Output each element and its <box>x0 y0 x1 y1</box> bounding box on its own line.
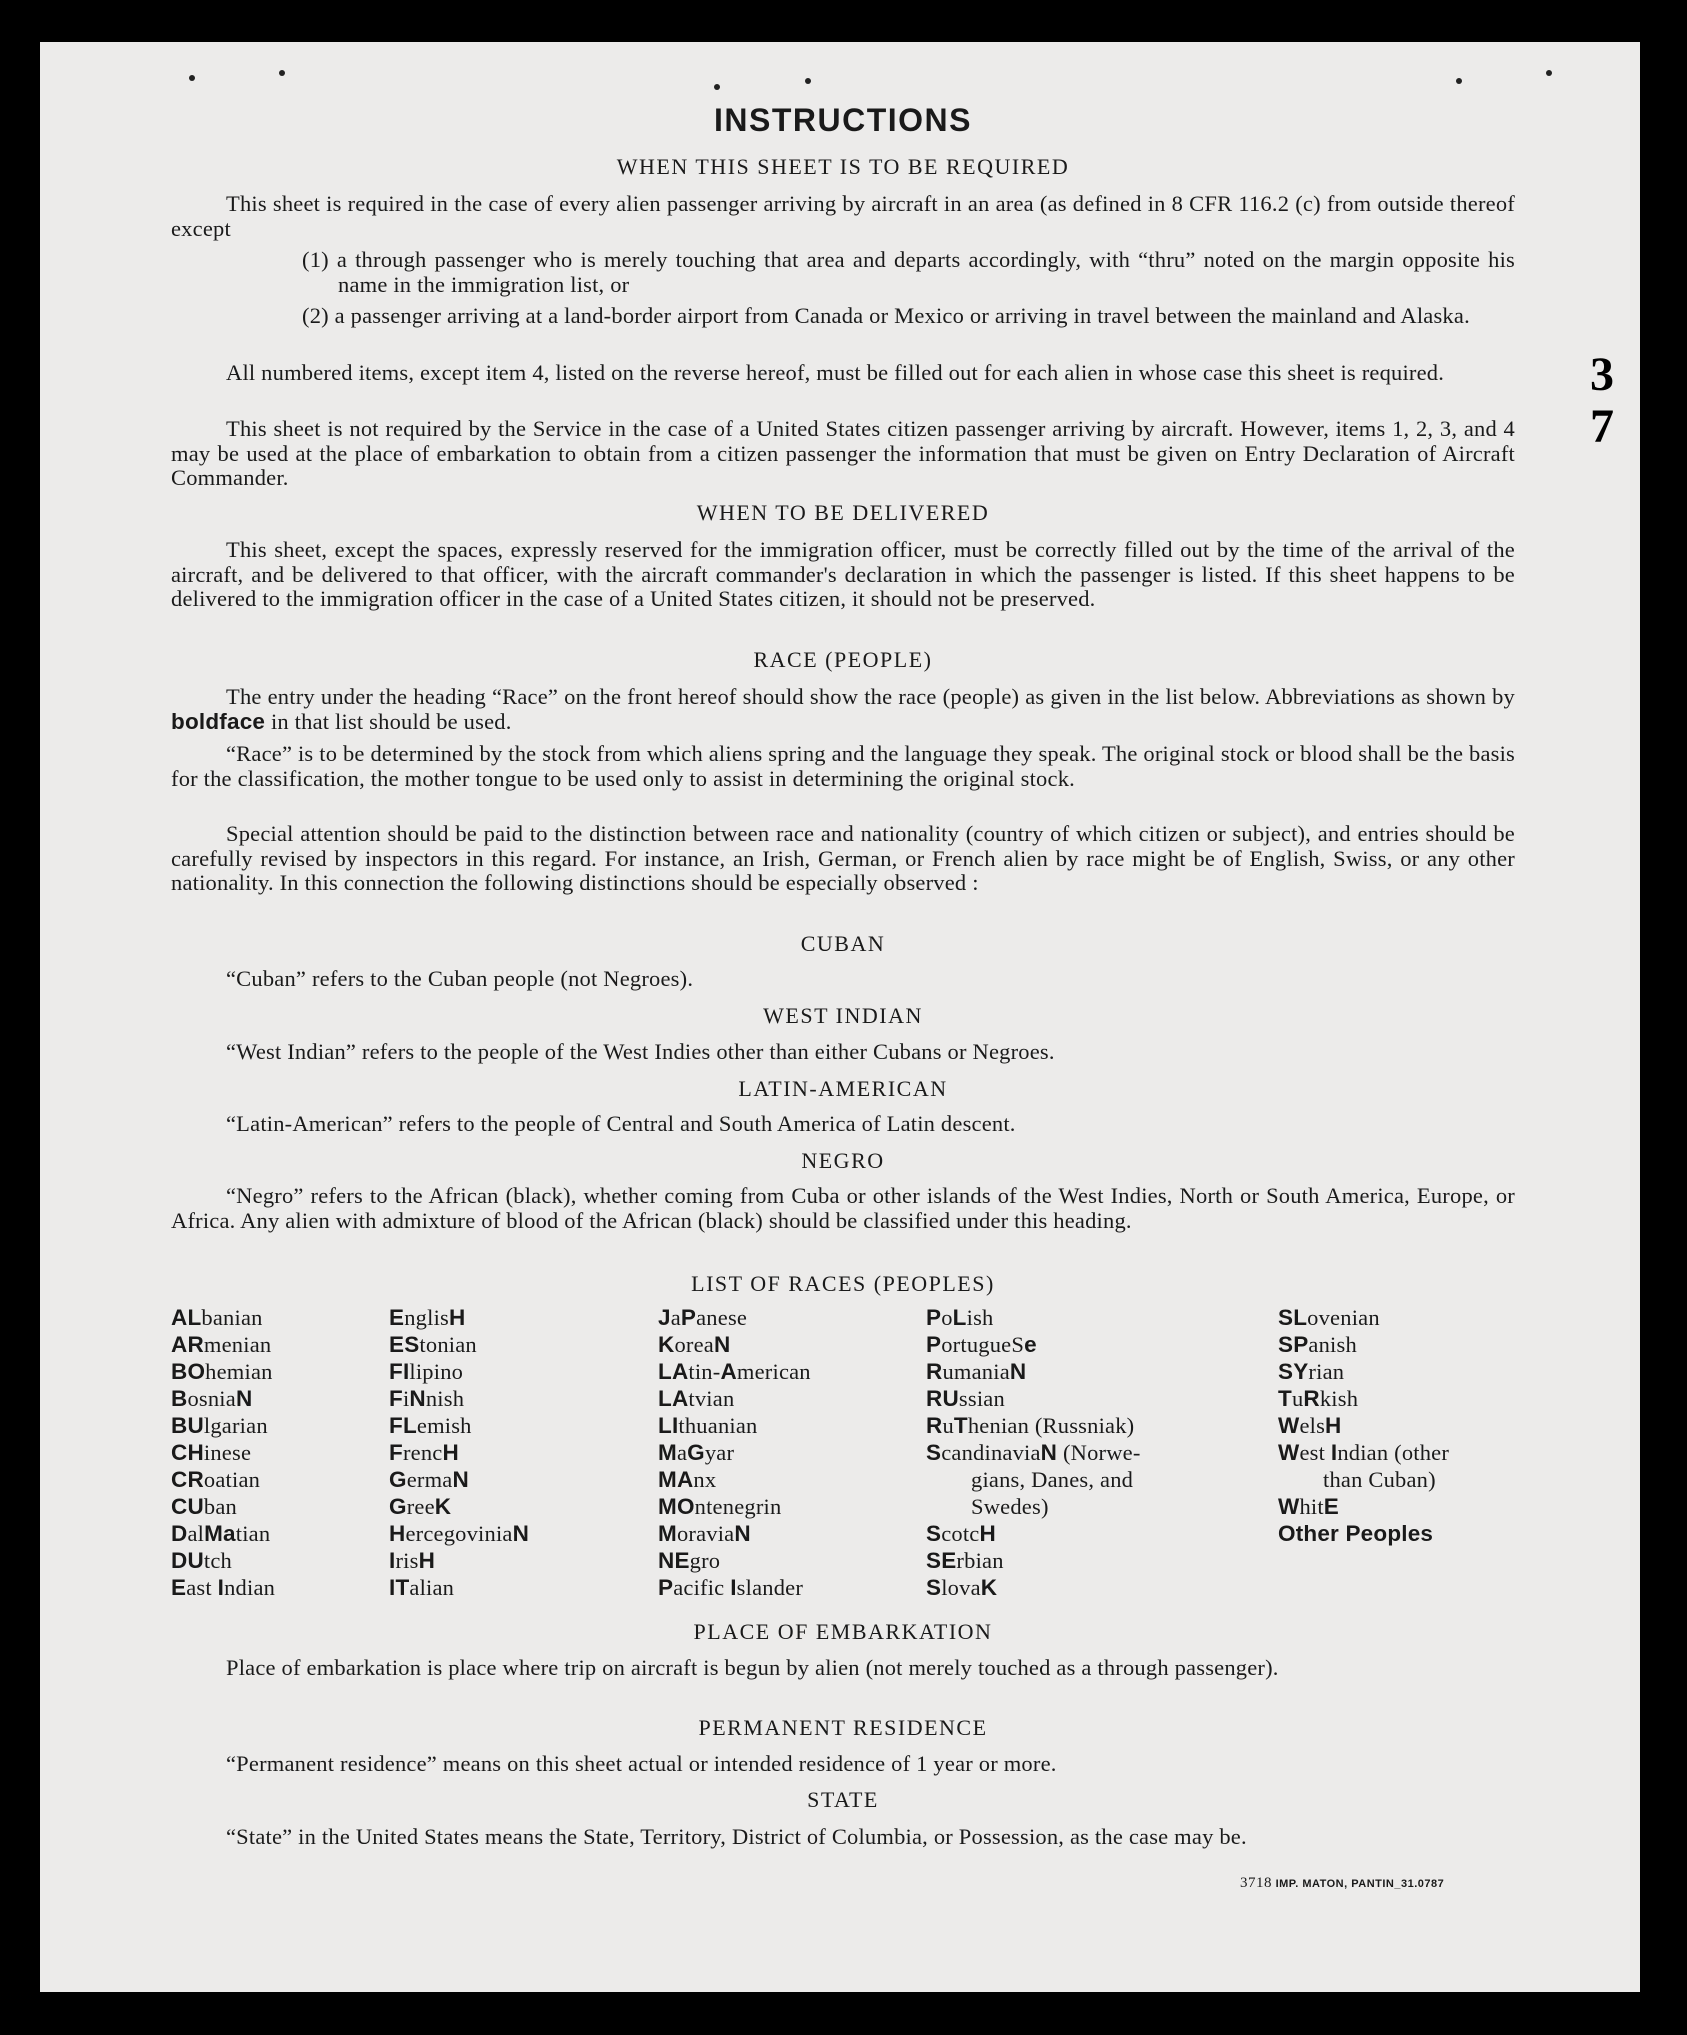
handwritten-mark: 3 <box>1590 348 1614 401</box>
punch-dot <box>714 84 720 90</box>
race-entry: MOntenegrin <box>658 1494 782 1519</box>
heading-when-delivered: WHEN TO BE DELIVERED <box>696 500 990 525</box>
race-entry: CUban <box>171 1494 237 1519</box>
race-entry: KoreaN <box>658 1332 731 1357</box>
race-entry: ARmenian <box>171 1332 272 1357</box>
race-entry: DUtch <box>171 1548 232 1573</box>
race-entry: FIlipino <box>389 1359 464 1384</box>
race-entry: RUssian <box>926 1386 1005 1411</box>
para-race-3: Special attention should be paid to the distinction between race and nationality (country of which citizen or subject), and entries should be carefully revised by inspectors in this regard. For instance, an Irish, German, or French alien by race might be of English, Swiss, or any other nationality. In this connection the following distinctions should be especially observed : <box>171 821 1515 895</box>
para-when-required-3: This sheet is not required by the Service in the case of a United States citizen passenger arriving by aircraft. However, items 1, 2, 3, and 4 may be used at the place of embarkation to obtain from a citizen passenger the information that must be given on Entry Declaration of Aircraft Commander. <box>171 416 1515 490</box>
punch-dot <box>805 78 811 84</box>
race-entry: CRoatian <box>171 1467 261 1492</box>
race-entry: SYrian <box>1278 1359 1345 1384</box>
race-entry: JaPanese <box>658 1305 748 1330</box>
form-number: 3718 <box>1240 1875 1272 1891</box>
race-entry: HercegoviniaN <box>389 1521 530 1546</box>
race-entry: WelsH <box>1278 1413 1342 1438</box>
punch-dot <box>1456 78 1462 84</box>
race-column-4 <box>926 1304 1141 1601</box>
race-entry: SErbian <box>926 1548 1004 1573</box>
para-west-indian: “West Indian” refers to the people of the West Indies other than either Cubans or Negroes. <box>226 1039 1055 1064</box>
race-entry: ITalian <box>389 1575 455 1600</box>
heading-embarkation: PLACE OF EMBARKATION <box>693 1619 993 1644</box>
para-when-required-1: This sheet is required in the case of every alien passenger arriving by aircraft in an area (as defined in 8 CFR 116.2 (c) from outside thereof except <box>171 191 1515 241</box>
race-entry: FrencH <box>389 1440 459 1465</box>
race-entry: EnglisH <box>389 1305 466 1330</box>
race-entry: than Cuban) <box>1323 1467 1436 1492</box>
race-entry: BUlgarian <box>171 1413 268 1438</box>
race-entry: BosniaN <box>171 1386 253 1411</box>
race-entry: FLemish <box>389 1413 472 1438</box>
race-text-b: in that list should be used. <box>270 708 512 734</box>
race-entry: SPanish <box>1278 1332 1357 1357</box>
race-column-5 <box>1278 1304 1449 1547</box>
race-entry: FiNnish <box>389 1386 465 1411</box>
heading-when-required: WHEN THIS SHEET IS TO BE REQUIRED <box>616 154 1070 179</box>
race-entry: LAtvian <box>658 1386 735 1411</box>
punch-dot <box>189 75 195 81</box>
para-cuban: “Cuban” refers to the Cuban people (not Negroes). <box>226 966 694 991</box>
race-column-1 <box>171 1304 275 1601</box>
race-entry: SLovenian <box>1278 1305 1380 1330</box>
handwritten-mark: 7 <box>1590 400 1614 453</box>
race-entry: GermaN <box>389 1467 469 1492</box>
race-text-a: The entry under the heading “Race” on the front hereof should show the race (people) as given in the list below. Abbreviations as shown by <box>226 684 1515 709</box>
race-entry: CHinese <box>171 1440 252 1465</box>
heading-permanent-residence: PERMANENT RESIDENCE <box>698 1715 988 1740</box>
heading-latin-american: LATIN-AMERICAN <box>738 1076 948 1101</box>
page-title: INSTRUCTIONS <box>714 102 972 138</box>
heading-west-indian: WEST INDIAN <box>763 1003 923 1028</box>
exception-item-1: (1) a through passenger who is merely touching that area and departs accordingly, with “thru” noted on the margin opposite his name in the immigration list, or <box>302 247 1515 297</box>
para-embarkation: Place of embarkation is place where trip on aircraft is begun by alien (not merely touched as a through passenger). <box>226 1655 1279 1680</box>
race-entry: RumaniaN <box>926 1359 1027 1384</box>
race-entry: BOhemian <box>171 1359 273 1384</box>
race-entry: ScandinaviaN (Norwe- <box>926 1440 1141 1465</box>
para-when-delivered: This sheet, except the spaces, expressly reserved for the immigration officer, must be correctly filled out by the time of the arrival of the aircraft, and be delivered to that officer, with the aircraft commander's declaration in which the passenger is listed. If this sheet happens to be delivered to the immigration officer in the case of a United States citizen, it should not be preserved. <box>171 537 1515 611</box>
race-entry: GreeK <box>389 1494 452 1519</box>
race-entry: WhitE <box>1278 1494 1340 1519</box>
boldface-word: boldface <box>171 708 266 734</box>
race-entry: Swedes) <box>971 1494 1049 1519</box>
race-entry: TuRkish <box>1278 1386 1359 1411</box>
heading-list-of-races: LIST OF RACES (PEOPLES) <box>691 1271 995 1296</box>
race-entry: NEgro <box>658 1548 721 1573</box>
race-entry: ALbanian <box>171 1305 263 1330</box>
exception-item-2: (2) a passenger arriving at a land-border airport from Canada or Mexico or arriving in travel between the mainland and Alaska. <box>302 303 1470 328</box>
race-entry: East Indian <box>171 1575 276 1600</box>
punch-dot <box>279 70 285 76</box>
heading-state: STATE <box>807 1787 879 1812</box>
race-entry: DalMatian <box>171 1521 271 1546</box>
para-when-required-2: All numbered items, except item 4, listed on the reverse hereof, must be filled out for each alien in whose case this sheet is required. <box>226 360 1445 385</box>
para-race-2: “Race” is to be determined by the stock from which aliens spring and the language they speak. The original stock or blood shall be the basis for the classification, the mother tongue to be used only to assist in determining the original stock. <box>171 741 1515 791</box>
race-entry: SlovaK <box>926 1575 998 1600</box>
race-entry: PortugueSe <box>926 1332 1037 1357</box>
document-sheet <box>40 42 1640 1992</box>
heading-cuban: CUBAN <box>800 931 886 956</box>
race-entry: LIthuanian <box>658 1413 758 1438</box>
heading-race: RACE (PEOPLE) <box>753 647 933 672</box>
race-column-2 <box>389 1304 529 1601</box>
race-entry: IrisH <box>389 1548 436 1573</box>
race-entry: MaGyar <box>658 1440 735 1465</box>
race-entry: MoraviaN <box>658 1521 751 1546</box>
race-entry: gians, Danes, and <box>971 1467 1134 1492</box>
race-entry: West Indian (other <box>1278 1440 1450 1465</box>
punch-dot <box>1546 70 1552 76</box>
printer-name: IMP. MATON, PANTIN_31.0787 <box>1275 1878 1445 1890</box>
race-entry: RuThenian (Russniak) <box>926 1413 1135 1438</box>
para-permanent-residence: “Permanent residence” means on this sheet actual or intended residence of 1 year or more. <box>226 1751 1057 1776</box>
race-entry: ScotcH <box>926 1521 996 1546</box>
race-entry: Pacific Islander <box>658 1575 804 1600</box>
race-entry: EStonian <box>389 1332 477 1357</box>
heading-negro: NEGRO <box>801 1148 885 1173</box>
race-column-3 <box>658 1304 811 1601</box>
printer-mark <box>1240 1875 1444 1892</box>
race-entry: Other Peoples <box>1278 1521 1434 1546</box>
race-entry: MAnx <box>658 1467 717 1492</box>
race-entry: LAtin-American <box>658 1359 811 1384</box>
para-race-1 <box>171 685 1515 734</box>
para-negro: “Negro” refers to the African (black), whether coming from Cuba or other islands of the West Indies, North or South America, Europe, or Africa. Any alien with admixture of blood of the African (black) should be classified under this heading. <box>171 1183 1515 1233</box>
race-entry: PoLish <box>926 1305 994 1330</box>
para-state: “State” in the United States means the State, Territory, District of Columbia, or Possession, as the case may be. <box>226 1824 1247 1849</box>
para-latin-american: “Latin-American” refers to the people of Central and South America of Latin descent. <box>226 1111 1016 1136</box>
